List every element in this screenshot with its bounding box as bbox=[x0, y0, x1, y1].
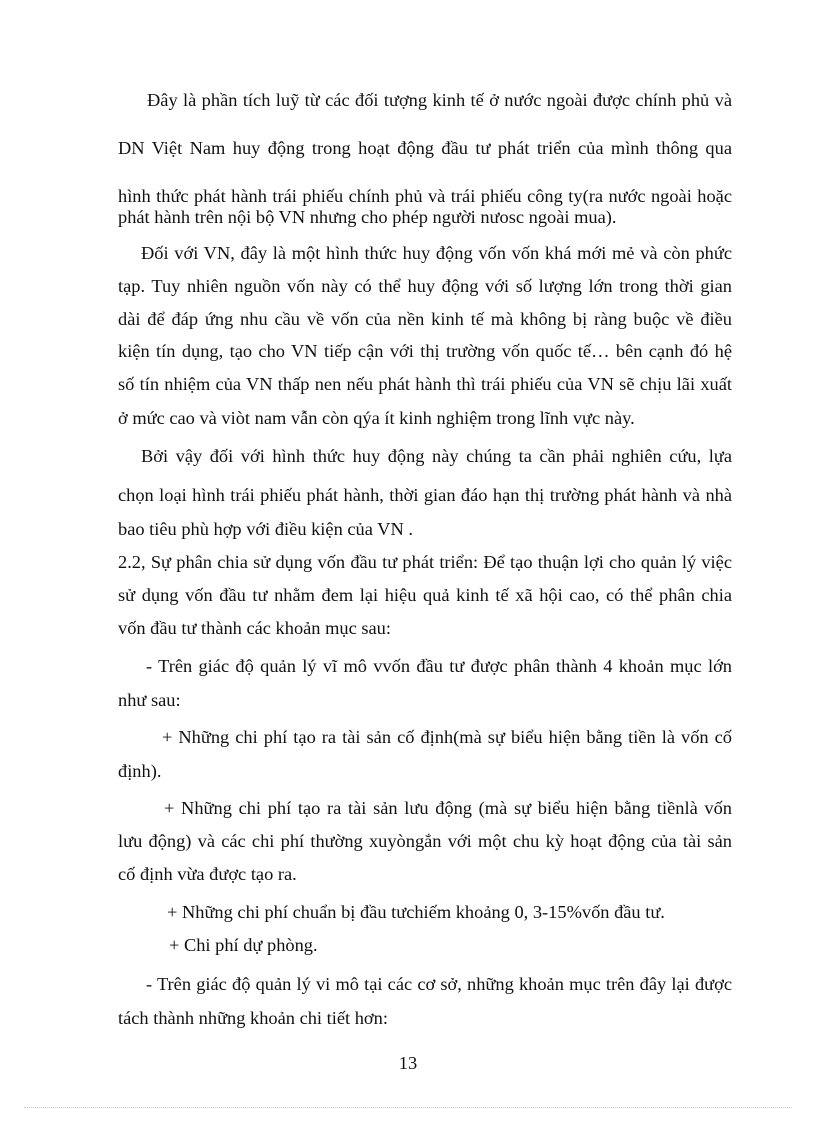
list-item-line: + Những chi phí tạo ra tài sản cố định(mà sự biểu hiện bằng tiền là vốn cố bbox=[162, 727, 732, 747]
text-line: hình thức phát hành trái phiếu chính phủ và trái phiếu công ty(ra nước ngoài hoặc bbox=[118, 186, 732, 206]
text-line: số tín nhiệm của VN thấp nen nếu phát hành thì trái phiếu của VN sẽ chịu lãi xuất bbox=[118, 374, 732, 394]
text-line: bao tiêu phù hợp với điều kiện của VN . bbox=[118, 519, 413, 539]
list-item-line: - Trên giác độ quản lý vĩ mô vvốn đầu tư được phân thành 4 khoản mục lớn bbox=[146, 656, 732, 676]
list-item-line: - Trên giác độ quản lý vi mô tại các cơ sở, những khoản mục trên đây lại được bbox=[146, 974, 732, 994]
text-line: cố định vừa được tạo ra. bbox=[118, 864, 297, 884]
text-line: kiện tín dụng, tạo cho VN tiếp cận với thị trường vốn quốc tế… bên cạnh đó hệ bbox=[118, 341, 732, 361]
text-line: sử dụng vốn đầu tư nhằm đem lại hiệu quả kinh tế xã hội cao, có thể phân chia bbox=[118, 585, 732, 605]
text-line: như sau: bbox=[118, 690, 181, 710]
text-line: tạp. Tuy nhiên nguồn vốn này có thể huy động với số lượng lớn trong thời gian bbox=[118, 276, 732, 296]
text-line: lưu động) và các chi phí thường xuyòngắn với một chu kỳ hoạt động của tài sản bbox=[118, 831, 732, 851]
page-bottom-divider bbox=[24, 1107, 792, 1108]
text-line: Đối với VN, đây là một hình thức huy động vốn vốn khá mới mẻ và còn phức bbox=[141, 243, 732, 263]
text-line: tách thành những khoản chi tiết hơn: bbox=[118, 1008, 388, 1028]
text-line: Bởi vậy đối với hình thức huy động này chúng ta cần phải nghiên cứu, lựa bbox=[141, 446, 732, 466]
text-line: chọn loại hình trái phiếu phát hành, thời gian đáo hạn thị trường phát hành và nhà bbox=[118, 485, 732, 505]
list-item-line: + Những chi phí chuẩn bị đầu tưchiếm khoảng 0, 3-15%vốn đầu tư. bbox=[167, 902, 665, 922]
text-line: phát hành trên nội bộ VN nhưng cho phép người nưosc ngoài mua). bbox=[118, 207, 617, 227]
text-line: dài để đáp ứng nhu cầu về vốn của nền kinh tế mà không bị ràng buộc về điều bbox=[118, 309, 732, 329]
list-item-line: + Những chi phí tạo ra tài sản lưu động (mà sự biểu hiện bằng tiềnlà vốn bbox=[164, 798, 732, 818]
text-line: vốn đầu tư thành các khoản mục sau: bbox=[118, 618, 391, 638]
text-line: Đây là phần tích luỹ từ các đối tượng kinh tế ở nước ngoài được chính phủ và bbox=[147, 90, 732, 110]
text-line: DN Việt Nam huy động trong hoạt động đầu tư phát triển của mình thông qua bbox=[118, 138, 732, 158]
list-item-line: + Chi phí dự phòng. bbox=[169, 935, 318, 955]
section-heading-line: 2.2, Sự phân chia sử dụng vốn đầu tư phát triển: Để tạo thuận lợi cho quản lý việc bbox=[118, 552, 732, 572]
page-number: 13 bbox=[398, 1053, 418, 1073]
text-line: định). bbox=[118, 761, 162, 781]
text-line: ở mức cao và viòt nam vẫn còn qýa ít kinh nghiệm trong lĩnh vực này. bbox=[118, 408, 635, 428]
